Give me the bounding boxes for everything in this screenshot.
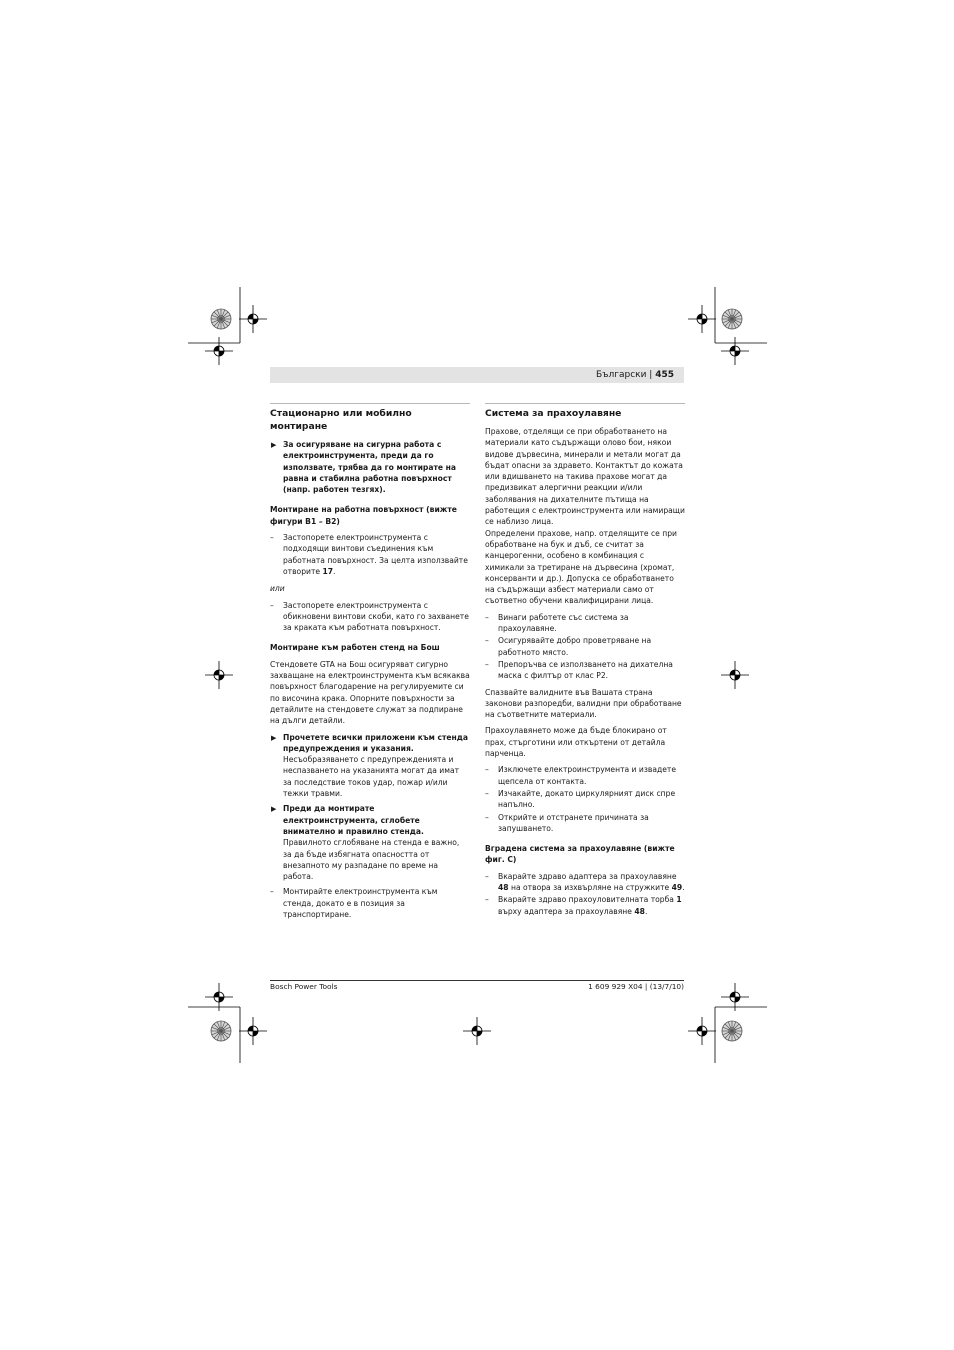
paragraph: Определени прахове, напр. отделящите се при обработване на бук и дъб, се считат за канцерогенни, особено в комбинация с химикали за третиране на дървесина (хромат, консерванти и др.). Допуска се обработването на съдържащи азбест материали само от съответно обучени квалифицирани лица.	[485, 528, 677, 606]
warning-text: Несъобразяването с предупрежденията и неспазването на указанията могат да имат за последствие токов удар, пожар и/или тежки травми.	[283, 755, 460, 799]
color-rosette-icon	[211, 309, 231, 329]
list-text: Вкарайте здраво прахоуловителната торба	[498, 895, 677, 905]
crosshair-target-icon	[688, 1017, 716, 1045]
arrow-icon: ▶	[271, 805, 277, 814]
section-title-dust: Система за прахоулавяне	[485, 408, 622, 419]
warning-item	[270, 803, 470, 882]
ref-number: 48	[498, 882, 509, 892]
column-rule	[485, 403, 685, 404]
footer-doc-code: 1 609 929 X04 | (13/7/10)	[588, 982, 684, 991]
list-text-end: .	[644, 906, 648, 916]
subsection-title-builtin: Вградена система за прахоулавяне (вижте фиг. C)	[485, 844, 675, 865]
paragraph: Прахове, отделящи се при обработването на материали като съдържащи олово бои, някои видове дървесина, минерали и метали могат да бъдат опасни за здравето. Контактът до кожата или вдишването на такива прахове могат да предизвикат алергични реакции и/или заболявания на дихателните пътища на работещия с електроинструмента или намиращи се наблизо лица.	[485, 427, 685, 527]
list-item: – Открийте и отстранете причината за запушването.	[485, 812, 649, 833]
dash-list	[270, 886, 470, 920]
list-text: Вкарайте здраво адаптера за прахоулавяне	[498, 871, 677, 881]
dash-list	[270, 532, 470, 577]
or-label: или	[270, 584, 285, 594]
dash-list	[485, 612, 685, 682]
color-rosette-icon	[722, 309, 742, 329]
dash-list	[485, 764, 685, 834]
subsection-title-stand: Монтиране към работен стенд на Бош	[270, 643, 440, 653]
list-item: – Винаги работете със система за прахоулавяне.	[485, 612, 629, 634]
ref-number: 1	[676, 895, 682, 905]
crosshair-target-icon	[721, 337, 749, 365]
list-item: – Изчакайте, докато циркулярният диск спре напълно.	[485, 788, 676, 810]
list-text: върху адаптера за прахоулавяне	[498, 906, 635, 916]
crosshair-target-icon	[239, 305, 267, 333]
list-text: Открийте и отстранете причината за запушването.	[498, 812, 649, 833]
crosshair-target-icon	[688, 305, 716, 333]
page-header	[596, 368, 674, 382]
arrow-icon: ▶	[271, 733, 277, 742]
ref-number: 49	[671, 882, 683, 892]
color-rosette-icon	[722, 1021, 742, 1041]
list-text: Застопорете електроинструмента с обикновени винтови скоби, като го захванете за краката към работната повърхност.	[283, 600, 469, 633]
warning-bold: Преди да монтирате електроинструмента, сглобете внимателно и правилно стенда.	[283, 804, 424, 836]
paragraph: Прахоулавянето може да бъде блокирано от прах, стърготини или откъртени от детайла парченца.	[485, 726, 667, 759]
warning-text: За осигуряване на сигурна работа с електроинструмента, преди да го използвате, трябва да го монтирате на равна и стабилна работна повърхност (напр. работен тезгях).	[283, 440, 457, 495]
list-text: на отвора за изхвърляне на стружките	[508, 882, 672, 892]
page-header-bar	[270, 367, 684, 383]
column-rule	[270, 403, 470, 404]
list-item: – Застопорете електроинструмента с обикновени винтови скоби, като го захванете за краката към работната повърхност.	[270, 600, 469, 633]
color-rosette-icon	[211, 1021, 231, 1041]
ref-number: 48	[634, 906, 645, 916]
subsection-title-worksurface: Монтиране на работна повърхност (вижте фигури B1 – B2)	[270, 505, 457, 526]
footer-brand: Bosch Power Tools	[270, 982, 338, 991]
warning-item	[270, 439, 470, 495]
list-text: Препоръчва се използването на дихателна маска с филтър от клас P2.	[498, 659, 673, 681]
paragraph: Спазвайте валидните във Вашата страна законови разпоредби, валидни при обработване на съответните материали.	[485, 687, 682, 720]
list-text: Монтирайте електроинструмента към стенда, докато е в позиция за транспортиране.	[283, 887, 438, 919]
list-text: Застопорете електроинструмента с подходящи винтови съединения към работната повърхност. За целта използвайте отворите	[283, 533, 468, 576]
list-item: – Осигурявайте добро проветряване на работното място.	[485, 636, 652, 657]
crosshair-target-icon	[205, 337, 233, 365]
right-column	[485, 403, 685, 922]
crosshair-target-icon	[205, 661, 233, 689]
list-item: – Монтирайте електроинструмента към стенда, докато е в позиция за транспортиране.	[270, 887, 438, 919]
dash-list	[270, 600, 470, 634]
header-separator: |	[646, 370, 656, 380]
header-language: Български	[595, 370, 647, 380]
warning-bold: Прочетете всички приложени към стенда предупреждения и указания.	[283, 732, 469, 753]
list-text-end: .	[333, 566, 336, 576]
ref-number: 17	[322, 566, 334, 576]
list-text: Осигурявайте добро проветряване на работното място.	[498, 636, 652, 657]
left-column	[270, 403, 470, 925]
list-text: Изчакайте, докато циркулярният диск спре напълно.	[498, 788, 676, 810]
list-item: – Вкарайте здраво адаптера за прахоулавяне 48 на отвора за изхвърляне на стружките 49.	[485, 871, 685, 892]
list-text-end: .	[682, 882, 685, 892]
footer-rule	[270, 980, 684, 981]
list-item: – Изключете електроинструмента и извадете щепсела от контакта.	[485, 765, 677, 786]
crosshair-target-icon	[721, 661, 749, 689]
warning-item	[270, 732, 470, 800]
list-text: Винаги работете със система за прахоулавяне.	[498, 612, 629, 634]
dash-list	[485, 871, 685, 917]
list-item: – Застопорете електроинструмента с подходящи винтови съединения към работната повърхност. За целта използвайте отворите 17.	[270, 533, 468, 576]
crosshair-target-icon	[239, 1017, 267, 1045]
section-title-mounting: Стационарно или мобилно монтиране	[270, 408, 412, 432]
list-text: Изключете електроинструмента и извадете щепсела от контакта.	[498, 765, 677, 786]
warning-text: Правилното сглобяване на стенда е важно, за да бъде избягната опасността от внезапното му разпадане по време на работа.	[283, 838, 460, 882]
page-number: 455	[655, 370, 674, 380]
crosshair-target-icon	[463, 1017, 491, 1045]
paragraph: Стендовете GTA на Бош осигуряват сигурно захващане на електроинструмента към всякаква повърхност благодарение на регулируемите си по височина крака. Опорните повърхности за детайлите на стендовете служат за подпиране на дълги детайли.	[270, 659, 470, 726]
arrow-icon: ▶	[271, 441, 277, 449]
list-item: – Вкарайте здраво прахоуловителната торба 1 върху адаптера за прахоулавяне 48.	[485, 895, 682, 916]
list-item: – Препоръчва се използването на дихателна маска с филтър от клас P2.	[485, 659, 673, 681]
